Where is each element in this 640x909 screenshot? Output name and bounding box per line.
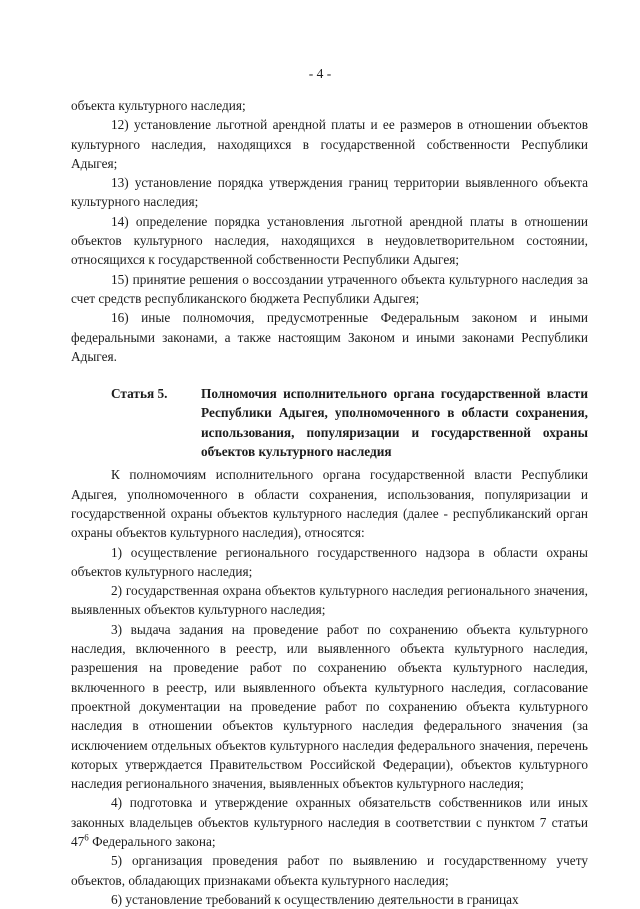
article-title: Полномочия исполнительного органа государственной власти Республики Адыгея, уполномоченного в области сохранения, использования, популяризации и государственной охраны объектов культурного наследия [201,386,588,460]
article-heading [71,384,588,461]
list-item-4-tail: Федерального закона; [88,833,216,849]
page-number: - 4 - [308,66,332,81]
document-body [71,96,588,909]
list-item-6: 6) установление требований к осуществлению деятельности в границах [111,891,519,907]
list-item-2: 2) государственная охрана объектов культурного наследия регионального значения, выявленных объектов культурного наследия; [71,583,588,618]
list-item-15: 15) принятие решения о воссоздании утраченного объекта культурного наследия за счет средств республиканского бюджета Республики Адыгея; [71,271,588,306]
list-item-14: 14) определение порядка установления льготной арендной платы в отношении объектов культурного наследия, находящихся в неудовлетворительном состоянии, относящихся к государственной собственности Республики Адыгея; [71,213,588,268]
superscript: 6 [84,832,89,843]
article-intro-paragraph: К полномочиям исполнительного органа государственной власти Республики Адыгея, уполномоченного в области сохранения, использования, популяризации и государственной охраны объектов культурного наследия (далее - республиканский орган охраны объектов культурного наследия), относятся: [71,467,588,541]
list-item-4-text: 4) подготовка и утверждение охранных обязательств собственников или иных законных владельцев объектов культурного наследия в соответствии с пунктом 7 статьи 47 [71,795,588,849]
list-item-16: 16) иные полномочия, предусмотренные Федеральным законом и иными федеральными законами, а также настоящим Законом и иными законами Республики Адыгея. [71,310,588,364]
list-item-4 [71,793,588,851]
list-item-13: 13) установление порядка утверждения границ территории выявленного объекта культурного наследия; [71,175,588,210]
paragraph: объекта культурного наследия; [71,98,246,113]
article-number: Статья 5. [111,386,168,402]
list-item-3: 3) выдача задания на проведение работ по сохранению объекта культурного наследия, включенного в реестр, или выявленного объекта культурного наследия, разрешения на проведение работ по сохранению объекта культурного наследия, включенного в реестр, или выявленного объекта культурного наследия, согласование проектной документации на проведение работ по сохранению объекта культурного наследия в отношении объектов культурного наследия федерального значения (за исключением отдельных объектов культурного наследия федерального значения, перечень которых утверждается Правительством Российской Федерации), объектов культурного наследия регионального значения, выявленных объектов культурного наследия; [71,621,588,792]
list-item-5: 5) организация проведения работ по выявлению и государственному учету объектов, обладающих признаками объекта культурного наследия; [71,853,588,888]
list-item-12: 12) установление льготной арендной платы и ее размеров в отношении объектов культурного наследия, находящихся в государственной собственности Республики Адыгея; [71,117,588,171]
list-item-1: 1) осуществление регионального государственного надзора в области охраны объектов культурного наследия; [71,544,588,579]
